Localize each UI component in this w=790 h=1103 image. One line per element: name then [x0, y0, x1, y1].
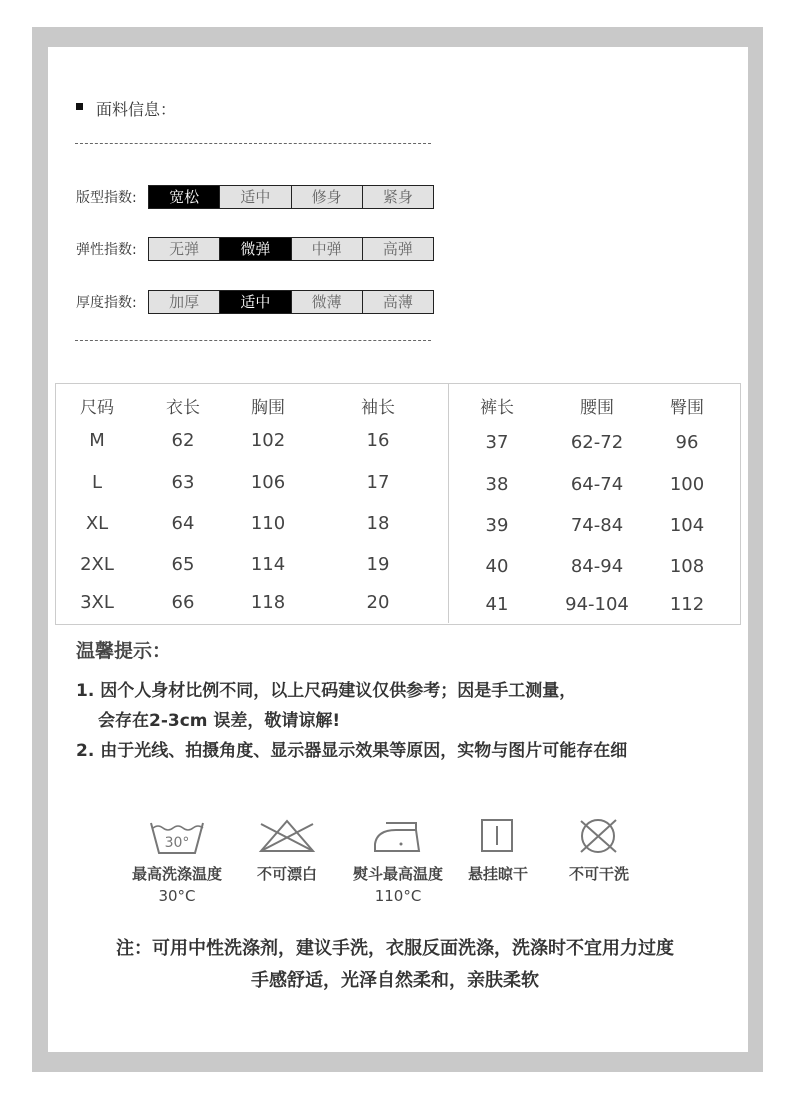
bullet-square-icon [76, 103, 83, 110]
table-cell: 17 [366, 472, 390, 493]
table-cell: 62 [171, 430, 195, 451]
index-option: 加厚 [149, 291, 219, 313]
care-label: 熨斗最高温度 [352, 865, 444, 883]
table-cell: 118 [250, 592, 286, 613]
index-scale [148, 237, 434, 261]
table-cell: 100 [669, 474, 705, 495]
table-cell: 41 [485, 594, 509, 615]
care-note: 注：可用中性洗涤剂，建议手洗，衣服反面洗涤，洗涤时不宜用力过度 [116, 938, 674, 959]
size-table [55, 383, 741, 625]
index-option: 微弹 [219, 238, 290, 260]
table-cell: 108 [669, 556, 705, 577]
table-cell: 74-84 [570, 515, 624, 536]
no-bleach-icon [258, 818, 316, 854]
table-header: 裤长 [480, 398, 514, 418]
table-cell: L [91, 472, 103, 493]
tip-line: 1. 因个人身材比例不同，以上尺码建议仅供参考；因是手工测量， [76, 681, 577, 701]
table-cell: 37 [485, 432, 509, 453]
table-cell: 40 [485, 556, 509, 577]
care-label: 不可漂白 [256, 865, 318, 883]
index-option: 紧身 [362, 186, 433, 208]
table-cell: 16 [366, 430, 390, 451]
index-option: 高薄 [362, 291, 433, 313]
table-cell: 18 [366, 513, 390, 534]
table-cell: M [89, 430, 105, 451]
index-label: 厚度指数: [76, 295, 137, 311]
table-cell: 38 [485, 474, 509, 495]
divider [75, 143, 431, 144]
index-option: 高弹 [362, 238, 433, 260]
table-cell: 106 [250, 472, 286, 493]
table-cell: 84-94 [570, 556, 624, 577]
index-scale [148, 185, 434, 209]
table-cell: 2XL [80, 554, 114, 575]
care-temp: 110°C [374, 887, 422, 905]
wash-temp-text: 30° [164, 835, 190, 851]
table-cell: 63 [171, 472, 195, 493]
table-header: 袖长 [361, 398, 395, 418]
index-option: 适中 [219, 186, 290, 208]
index-label: 版型指数: [76, 190, 137, 206]
care-note: 手感舒适，光泽自然柔和，亲肤柔软 [251, 970, 539, 991]
index-scale [148, 290, 434, 314]
table-cell: 19 [366, 554, 390, 575]
index-option: 适中 [219, 291, 290, 313]
care-label: 不可干洗 [568, 865, 630, 883]
iron-icon [372, 818, 422, 854]
index-option: 无弹 [149, 238, 219, 260]
tip-line: 会存在2-3cm 误差，敬请谅解! [98, 711, 341, 731]
table-cell: 20 [366, 592, 390, 613]
table-cell: 65 [171, 554, 195, 575]
index-option: 微薄 [291, 291, 362, 313]
table-cell: XL [85, 513, 109, 534]
care-label: 最高洗涤温度 [131, 865, 223, 883]
table-cell: 110 [250, 513, 286, 534]
index-option: 修身 [291, 186, 362, 208]
table-header: 臀围 [670, 398, 704, 418]
table-cell: 112 [669, 594, 705, 615]
table-cell: 102 [250, 430, 286, 451]
index-option: 宽松 [149, 186, 219, 208]
index-label: 弹性指数: [76, 242, 137, 258]
table-header: 胸围 [251, 398, 285, 418]
tips-title: 温馨提示： [76, 640, 172, 662]
wash-30-icon [148, 818, 206, 856]
table-cell: 3XL [80, 592, 114, 613]
table-cell: 94-104 [565, 594, 629, 615]
table-cell: 64 [171, 513, 195, 534]
table-cell: 104 [669, 515, 705, 536]
care-label: 悬挂晾干 [467, 865, 529, 883]
table-header: 腰围 [580, 398, 614, 418]
tip-line: 2. 由于光线、拍摄角度、显示器显示效果等原因，实物与图片可能存在细 [76, 741, 628, 761]
table-cell: 114 [250, 554, 286, 575]
table-header: 尺码 [80, 398, 114, 418]
table-cell: 64-74 [570, 474, 624, 495]
table-cell: 66 [171, 592, 195, 613]
divider [75, 340, 431, 341]
table-cell: 62-72 [570, 432, 624, 453]
table-cell: 96 [675, 432, 699, 453]
table-cell: 39 [485, 515, 509, 536]
fabric-info-title: 面料信息： [96, 100, 177, 119]
index-option: 中弹 [291, 238, 362, 260]
no-dry-clean-icon [576, 816, 620, 856]
hang-dry-icon [480, 818, 514, 854]
table-header: 衣长 [166, 398, 200, 418]
table-divider [448, 383, 449, 623]
care-temp: 30°C [158, 887, 196, 905]
